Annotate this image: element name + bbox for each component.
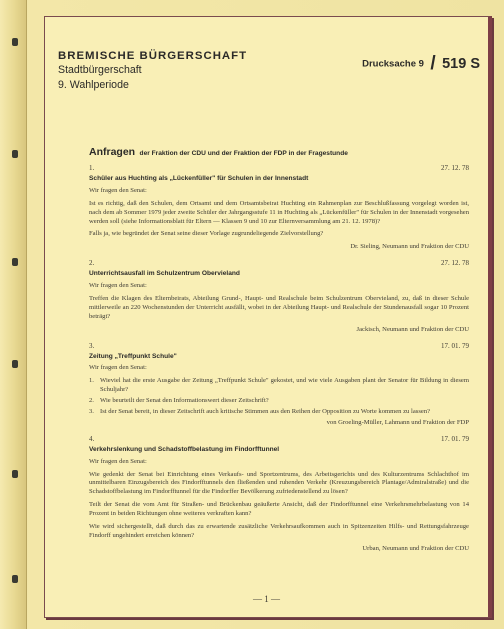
punch-hole [12,360,18,368]
section-signature: Dr. Sieling, Neumann und Fraktion der CDU [350,243,469,251]
section-number: 1. [89,164,95,172]
section-signature: Urban, Neumann und Fraktion der CDU [362,544,469,552]
question-section [89,259,469,334]
question-section [89,435,469,554]
section-date: 17. 01. 79 [441,341,469,350]
section-date: 27. 12. 78 [441,164,469,172]
section-header [89,435,469,444]
section-paragraph: Ist es richtig, daß den Schulen, dem Ortsamt und dem Ortsamtsbeirat Huchting ein Rahmenplan zur Beschlußfassung vorgelegt worden ist, nach dem ab Sommer 1979 jeder zweite Schüler der Jahrgangsstufe 11 in Huchting als „Lückenfüller" für Schulen in der Innenstadt vorgesehen werden soll (siehe Informationsblatt für Eltern — Klassen 9 und 10 zur Elternversammlung am 21. 12. 1978)? [89,199,469,225]
section-intro: Wir fragen den Senat: [89,457,147,465]
punch-hole [12,258,18,266]
question-item-text: Wie beurteilt der Senat den Informationswert dieser Zeitschrift? [100,397,269,405]
section-number: 3. [89,341,95,350]
section-number: 2. [89,259,95,268]
parliament-name: BREMISCHE BÜRGERSCHAFT [58,50,248,62]
questions-content [89,164,469,561]
question-item [89,408,469,417]
document-number: Drucksache 9 / 519 S [362,53,480,74]
punch-hole [12,575,18,583]
section-header [89,259,469,268]
question-item-number: 2. [89,397,94,405]
chamber-name: Stadtbürgerschaft [58,64,142,76]
question-item [89,377,469,395]
section-signature: Jackisch, Neumann und Fraktion der CDU [356,325,469,333]
question-section [89,342,469,428]
section-header [89,342,469,351]
section-paragraph: Wie wird sichergestellt, daß durch das zu erwartende zusätzliche Verkehrsaufkommen auch in Spitzenzeiten Hilfs- und Rettungsfahrzeuge Findorff ungehindert erreichen können? [89,523,469,539]
question-item-text: Ist der Senat bereit, in dieser Zeitschrift auch kritische Stimmen aus den Reihen der Opposition zu Worte kommen zu lassen? [100,408,431,416]
question-item-number: 1. [89,377,94,385]
section-title: Schüler aus Huchting als „Lückenfüller" für Schulen in der Innenstadt [89,174,309,182]
legislative-period: 9. Wahlperiode [58,79,129,91]
page-number: — 1 — [253,594,280,604]
question-item-text: Wieviel hat die erste Ausgabe der Zeitung „Treffpunkt Schule" gekostet, und wie viele Ausgaben plant der Senator für Bildung in diesem Schuljahr? [100,377,469,394]
section-header [89,164,469,173]
punch-hole [12,38,18,46]
question-section [89,164,469,252]
section-intro: Wir fragen den Senat: [89,186,147,194]
section-paragraph: Treffen die Klagen des Elternbeirats, Abteilung Grund-, Haupt- und Realschule beim Schulzentrum Obervieland, zu, daß in dieser Schule mittlerweile an 220 Wochenstunden der Unterricht ausfällt, wobei in der Abteilung Haupt- und Realschule der Stundenausfall sogar 10 Prozent beträgt? [89,294,469,320]
punch-hole [12,470,18,478]
section-paragraph: Falls ja, wie begründet der Senat seine dieser Vorlage zugrundeliegende Zielvorstellung? [89,230,324,238]
section-paragraph: Teilt der Senat die vom Amt für Straßen- und Brückenbau geäußerte Ansicht, daß der Findorfftunnel eine Verkehrsmehrbelastung von 14 Prozent in beiden Richtungen ohne weiteres verkraften kann? [89,501,469,518]
punch-hole [12,150,18,158]
document-page [44,16,492,618]
question-item-number: 3. [89,408,94,416]
binder-spine [0,0,27,629]
document-title: Anfragen der Fraktion der CDU und der Fraktion der FDP in der Fragestunde [89,146,348,158]
section-title: Unterrichtsausfall im Schulzentrum Obervieland [89,270,240,278]
section-intro: Wir fragen den Senat: [89,364,147,372]
section-intro: Wir fragen den Senat: [89,282,147,290]
section-paragraph: Wie gedenkt der Senat bei Einrichtung eines Verkaufs- und Sportzentrums, des Arbeitsgerichts und des Kulturzentrums Schlachthof im unmittelbaren Einzugsbereich des Findorfftunnels den fließenden und ruhenden Verkehr (Kreuzungsbereich Plantage/Admiralstraße) und die Schadstoffbelastung im Findorfftunnel für die Findorffer Bevölkerung zufriedenstellend zu lösen? [89,470,469,496]
section-number: 4. [89,434,95,443]
section-title: Verkehrslenkung und Schadstoffbelastung im Findorfftunnel [89,445,280,453]
section-title: Zeitung „Treffpunkt Schule" [89,352,177,360]
section-date: 17. 01. 79 [441,434,469,443]
section-date: 27. 12. 78 [441,259,469,268]
section-signature: von Groeling-Müller, Lahmann und Fraktion der FDP [326,418,469,426]
question-item [89,397,469,406]
